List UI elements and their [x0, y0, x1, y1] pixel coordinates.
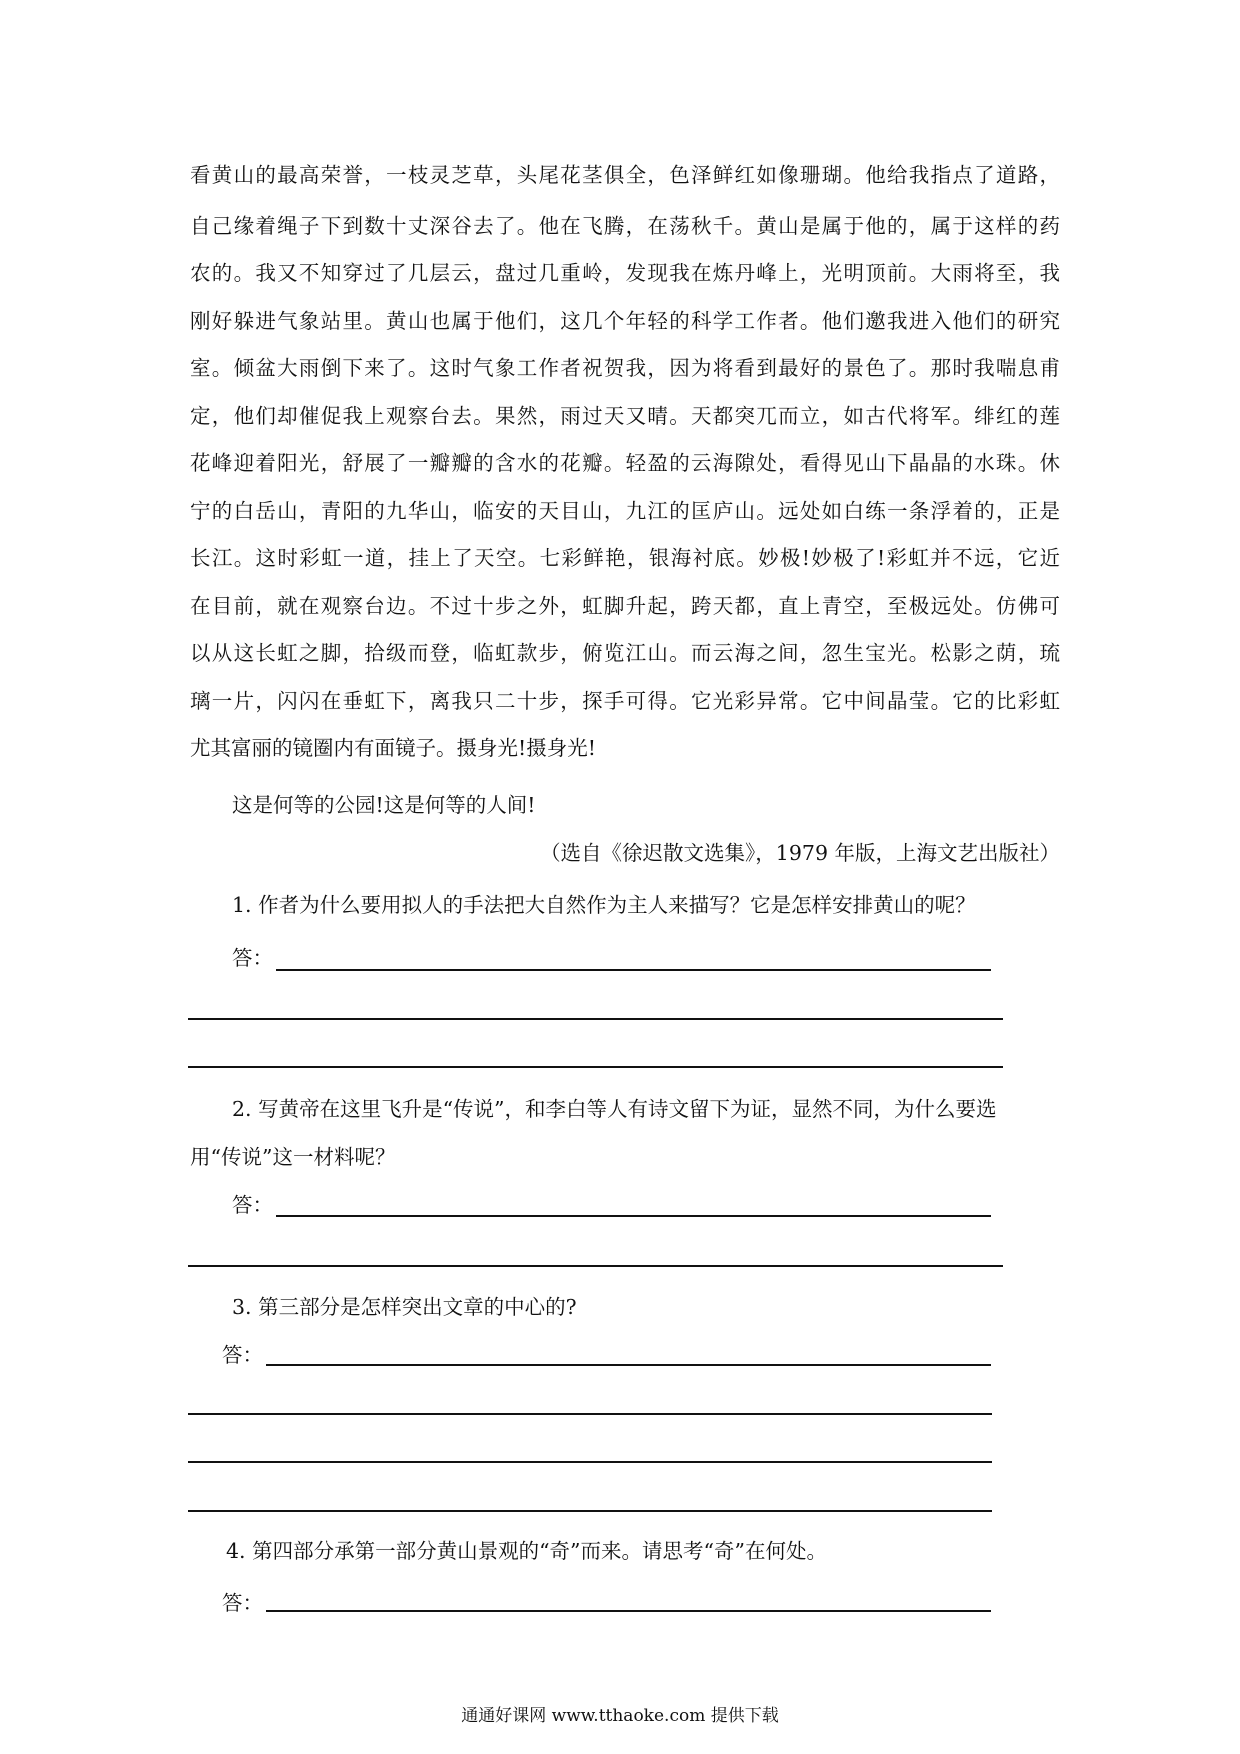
passage-line: 尤其富丽的镜圈内有面镜子。摄身光!摄身光!	[190, 736, 596, 760]
answer-line[interactable]	[276, 1215, 991, 1217]
answer-label-3: 答：	[222, 1343, 263, 1367]
answer-label-2: 答：	[232, 1193, 273, 1217]
question-3: 3. 第三部分是怎样突出文章的中心的?	[232, 1295, 577, 1319]
passage-line: 自己缘着绳子下到数十丈深谷去了。他在飞腾，在荡秋千。黄山是属于他的，属于这样的药	[190, 214, 1060, 238]
passage-line: 室。倾盆大雨倒下来了。这时气象工作者祝贺我，因为将看到最好的景色了。那时我喘息甫	[190, 356, 1060, 380]
answer-line[interactable]	[276, 969, 991, 971]
answer-line[interactable]	[188, 1461, 992, 1463]
answer-line[interactable]	[266, 1610, 991, 1612]
question-4: 4. 第四部分承第一部分黄山景观的“奇”而来。请思考“奇”在何处。	[226, 1539, 827, 1563]
question-2: 2. 写黄帝在这里飞升是“传说”，和李白等人有诗文留下为证，显然不同，为什么要选	[232, 1097, 997, 1121]
passage-line: 看黄山的最高荣誉，一枝灵芝草，头尾花茎俱全，色泽鲜红如像珊瑚。他给我指点了道路，	[190, 163, 1060, 187]
passage-source: （选自《徐迟散文选集》，1979 年版，上海文艺出版社）	[540, 841, 1060, 865]
passage-line: 花峰迎着阳光，舒展了一瓣瓣的含水的花瓣。轻盈的云海隙处，看得见山下晶晶的水珠。休	[190, 451, 1060, 475]
passage-line: 宁的白岳山，青阳的九华山，临安的天目山，九江的匡庐山。远处如白练一条浮着的，正是	[190, 499, 1060, 523]
page-footer: 通通好课网 www.tthaoke.com 提供下载	[461, 1706, 779, 1726]
answer-label-4: 答：	[222, 1591, 263, 1615]
passage-line: 璃一片，闪闪在垂虹下，离我只二十步，探手可得。它光彩异常。它中间晶莹。它的比彩虹	[190, 689, 1060, 713]
passage-line: 以从这长虹之脚，拾级而登，临虹款步，俯览江山。而云海之间，忽生宝光。松影之荫，琉	[190, 641, 1060, 665]
answer-line[interactable]	[188, 1066, 1003, 1068]
answer-label-1: 答：	[232, 946, 273, 970]
answer-line[interactable]	[266, 1364, 991, 1366]
answer-line[interactable]	[188, 1018, 1003, 1020]
answer-line[interactable]	[188, 1510, 992, 1512]
passage-line: 刚好躲进气象站里。黄山也属于他们，这几个年轻的科学工作者。他们邀我进入他们的研究	[190, 309, 1060, 333]
passage-line: 定，他们却催促我上观察台去。果然，雨过天又晴。天都突兀而立，如古代将军。绯红的莲	[190, 404, 1060, 428]
question-1: 1. 作者为什么要用拟人的手法把大自然作为主人来描写？它是怎样安排黄山的呢？	[232, 893, 976, 917]
passage-closing: 这是何等的公园!这是何等的人间!	[232, 793, 536, 817]
passage-line: 在目前，就在观察台边。不过十步之外，虹脚升起，跨天都，直上青空，至极远处。仿佛可	[190, 594, 1060, 618]
passage-line: 农的。我又不知穿过了几层云，盘过几重岭，发现我在炼丹峰上，光明顶前。大雨将至，我	[190, 261, 1060, 285]
answer-line[interactable]	[188, 1265, 1003, 1267]
answer-line[interactable]	[188, 1413, 992, 1415]
question-2-continued: 用“传说”这一材料呢？	[190, 1145, 396, 1169]
passage-line: 长江。这时彩虹一道，挂上了天空。七彩鲜艳，银海衬底。妙极!妙极了!彩虹并不远，它近	[190, 546, 1060, 570]
